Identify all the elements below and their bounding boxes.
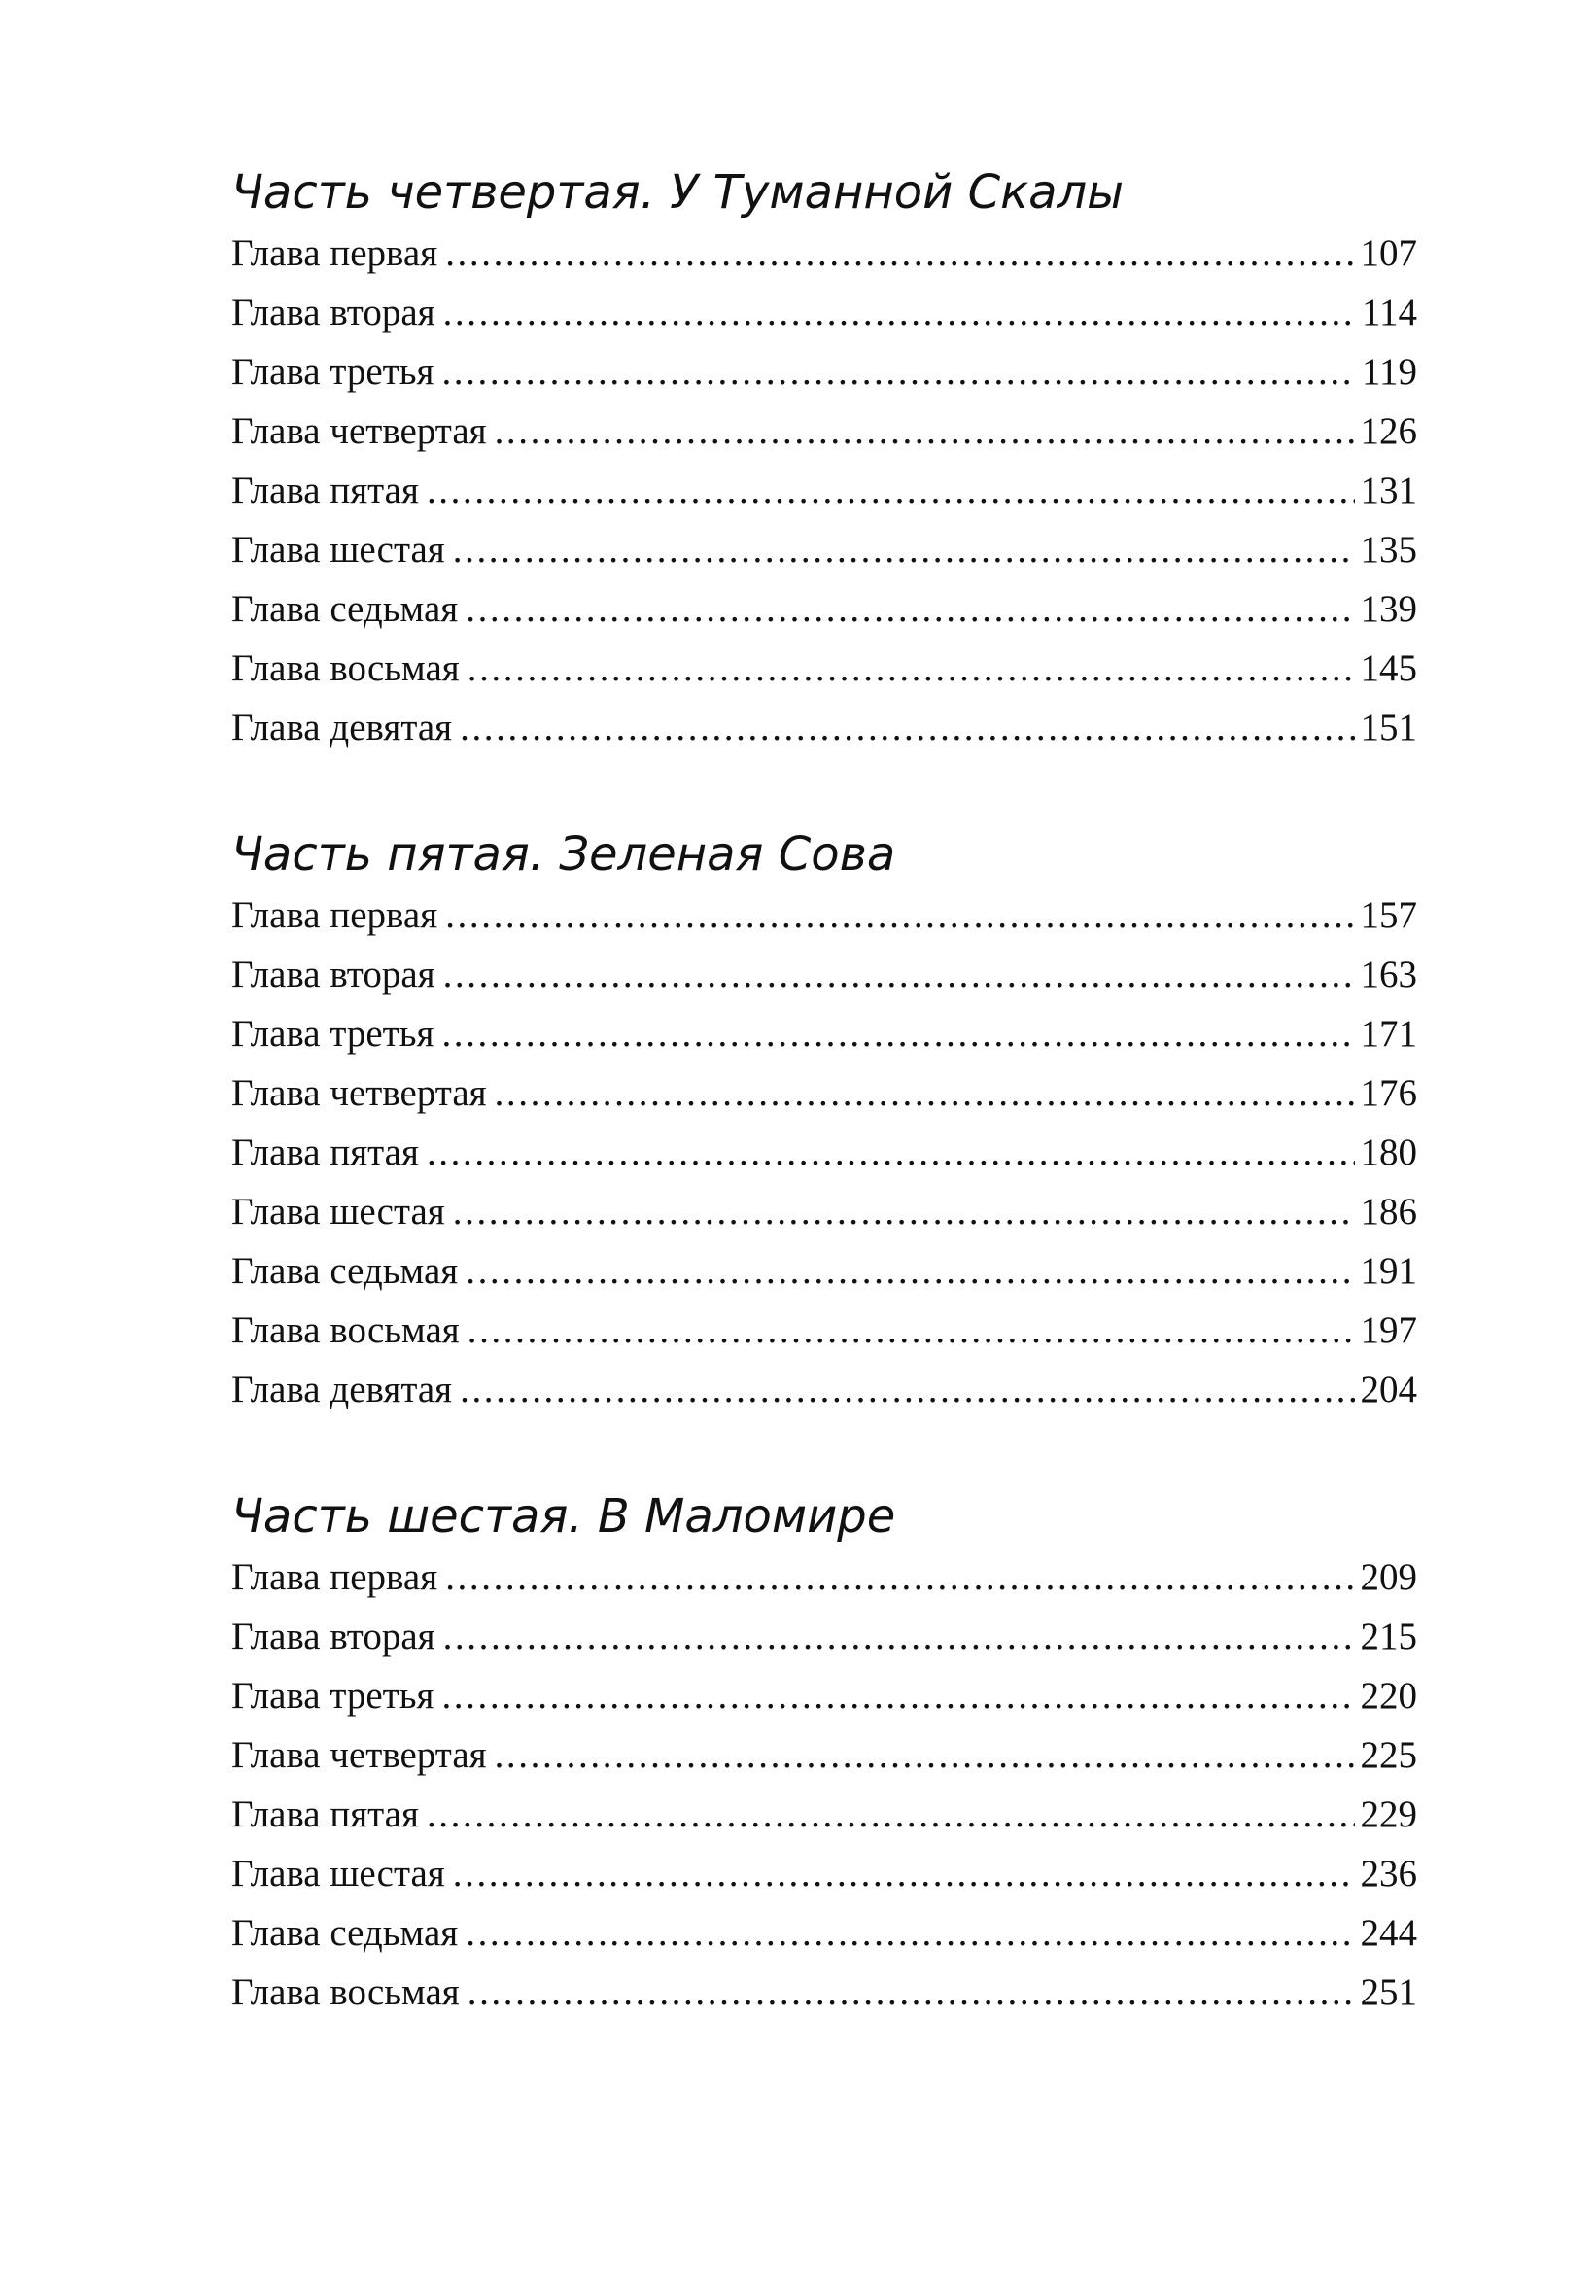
toc-entry bbox=[231, 1963, 1417, 2022]
dot-leader bbox=[460, 698, 1354, 757]
page-number: 131 bbox=[1360, 470, 1417, 511]
dot-leader bbox=[445, 224, 1354, 283]
page-number: 251 bbox=[1360, 1971, 1417, 2013]
toc-entry bbox=[231, 1666, 1417, 1725]
chapter-title: Глава седьмая bbox=[231, 1250, 459, 1292]
chapter-title: Глава вторая bbox=[231, 1616, 435, 1657]
chapter-title: Глава четвертая bbox=[231, 1734, 487, 1776]
page-number: 163 bbox=[1360, 954, 1417, 995]
chapter-title: Глава шестая bbox=[231, 1853, 445, 1895]
toc-entry bbox=[231, 698, 1417, 757]
chapter-title: Глава пятая bbox=[231, 470, 419, 511]
chapter-title: Глава девятая bbox=[231, 1369, 453, 1410]
chapter-title: Глава восьмая bbox=[231, 647, 460, 689]
toc-entry bbox=[231, 342, 1417, 401]
part-title: Часть пятая. Зеленая Сова bbox=[231, 827, 896, 882]
toc-entry bbox=[231, 1725, 1417, 1785]
dot-leader bbox=[453, 1182, 1355, 1241]
chapter-list bbox=[231, 1548, 1417, 2022]
dot-leader bbox=[427, 1123, 1355, 1182]
dot-leader bbox=[495, 401, 1355, 461]
dot-leader bbox=[453, 520, 1355, 579]
chapter-title: Глава седьмая bbox=[231, 1912, 459, 1954]
toc-entry bbox=[231, 1063, 1417, 1123]
toc-entry bbox=[231, 1241, 1417, 1301]
dot-leader bbox=[468, 1963, 1355, 2022]
dot-leader bbox=[427, 461, 1355, 520]
toc-part bbox=[231, 1487, 1417, 2022]
page-number: 107 bbox=[1360, 232, 1417, 274]
page-number: 145 bbox=[1360, 647, 1417, 689]
chapter-title: Глава восьмая bbox=[231, 1971, 460, 2013]
page-number: 191 bbox=[1360, 1250, 1417, 1292]
chapter-title: Глава третья bbox=[231, 1675, 434, 1717]
page-number: 114 bbox=[1361, 292, 1417, 333]
dot-leader bbox=[460, 1360, 1354, 1419]
page-number: 139 bbox=[1360, 588, 1417, 630]
chapter-title: Глава вторая bbox=[231, 954, 435, 995]
page-number: 244 bbox=[1360, 1912, 1417, 1954]
page-number: 135 bbox=[1360, 529, 1417, 571]
dot-leader bbox=[441, 342, 1355, 401]
page-number: 236 bbox=[1360, 1853, 1417, 1895]
dot-leader bbox=[443, 1607, 1355, 1666]
chapter-title: Глава первая bbox=[231, 894, 438, 936]
dot-leader bbox=[466, 1903, 1354, 1963]
chapter-title: Глава четвертая bbox=[231, 1072, 487, 1114]
toc-entry bbox=[231, 283, 1417, 342]
dot-leader bbox=[443, 283, 1356, 342]
page-number: 157 bbox=[1360, 894, 1417, 936]
chapter-title: Глава четвертая bbox=[231, 410, 487, 452]
part-title: Часть шестая. В Маломире bbox=[231, 1489, 896, 1544]
chapter-title: Глава первая bbox=[231, 232, 438, 274]
toc-entry bbox=[231, 945, 1417, 1004]
toc-part bbox=[231, 163, 1417, 757]
toc-entry bbox=[231, 461, 1417, 520]
dot-leader bbox=[445, 886, 1354, 945]
dot-leader bbox=[441, 1666, 1354, 1725]
page-number: 215 bbox=[1360, 1616, 1417, 1657]
chapter-title: Глава шестая bbox=[231, 1191, 445, 1233]
dot-leader bbox=[445, 1548, 1354, 1607]
toc-entry bbox=[231, 1785, 1417, 1844]
chapter-title: Глава вторая bbox=[231, 292, 435, 333]
dot-leader bbox=[468, 1301, 1355, 1360]
toc-entry bbox=[231, 401, 1417, 461]
toc-entry bbox=[231, 1844, 1417, 1903]
page-number: 204 bbox=[1360, 1369, 1417, 1410]
table-of-contents bbox=[231, 163, 1417, 2090]
page-number: 229 bbox=[1360, 1793, 1417, 1835]
chapter-list bbox=[231, 886, 1417, 1419]
chapter-list bbox=[231, 224, 1417, 757]
page-number: 225 bbox=[1360, 1734, 1417, 1776]
dot-leader bbox=[441, 1004, 1354, 1063]
toc-part bbox=[231, 825, 1417, 1419]
dot-leader bbox=[427, 1785, 1355, 1844]
page-number: 197 bbox=[1360, 1309, 1417, 1351]
dot-leader bbox=[443, 945, 1355, 1004]
page-number: 126 bbox=[1360, 410, 1417, 452]
chapter-title: Глава седьмая bbox=[231, 588, 459, 630]
toc-entry bbox=[231, 1360, 1417, 1419]
toc-entry bbox=[231, 1903, 1417, 1963]
page-number: 220 bbox=[1360, 1675, 1417, 1717]
page-number: 171 bbox=[1360, 1013, 1417, 1055]
toc-entry bbox=[231, 224, 1417, 283]
page-number: 209 bbox=[1360, 1556, 1417, 1598]
page-number: 186 bbox=[1360, 1191, 1417, 1233]
chapter-title: Глава пятая bbox=[231, 1131, 419, 1173]
chapter-title: Глава пятая bbox=[231, 1793, 419, 1835]
chapter-title: Глава третья bbox=[231, 351, 434, 393]
toc-entry bbox=[231, 886, 1417, 945]
toc-entry bbox=[231, 1301, 1417, 1360]
page-number: 151 bbox=[1360, 707, 1417, 748]
toc-entry bbox=[231, 639, 1417, 698]
dot-leader bbox=[495, 1725, 1355, 1785]
dot-leader bbox=[468, 639, 1355, 698]
page-number: 176 bbox=[1360, 1072, 1417, 1114]
toc-entry bbox=[231, 520, 1417, 579]
toc-entry bbox=[231, 1182, 1417, 1241]
chapter-title: Глава восьмая bbox=[231, 1309, 460, 1351]
part-title: Часть четвертая. У Туманной Скалы bbox=[231, 165, 1125, 220]
toc-entry bbox=[231, 1123, 1417, 1182]
dot-leader bbox=[466, 1241, 1354, 1301]
dot-leader bbox=[495, 1063, 1355, 1123]
toc-entry bbox=[231, 579, 1417, 639]
toc-entry bbox=[231, 1004, 1417, 1063]
page-number: 180 bbox=[1360, 1131, 1417, 1173]
chapter-title: Глава шестая bbox=[231, 529, 445, 571]
toc-entry bbox=[231, 1607, 1417, 1666]
page-number: 119 bbox=[1361, 351, 1417, 393]
chapter-title: Глава первая bbox=[231, 1556, 438, 1598]
toc-entry bbox=[231, 1548, 1417, 1607]
dot-leader bbox=[466, 579, 1354, 639]
dot-leader bbox=[453, 1844, 1355, 1903]
chapter-title: Глава девятая bbox=[231, 707, 453, 748]
chapter-title: Глава третья bbox=[231, 1013, 434, 1055]
